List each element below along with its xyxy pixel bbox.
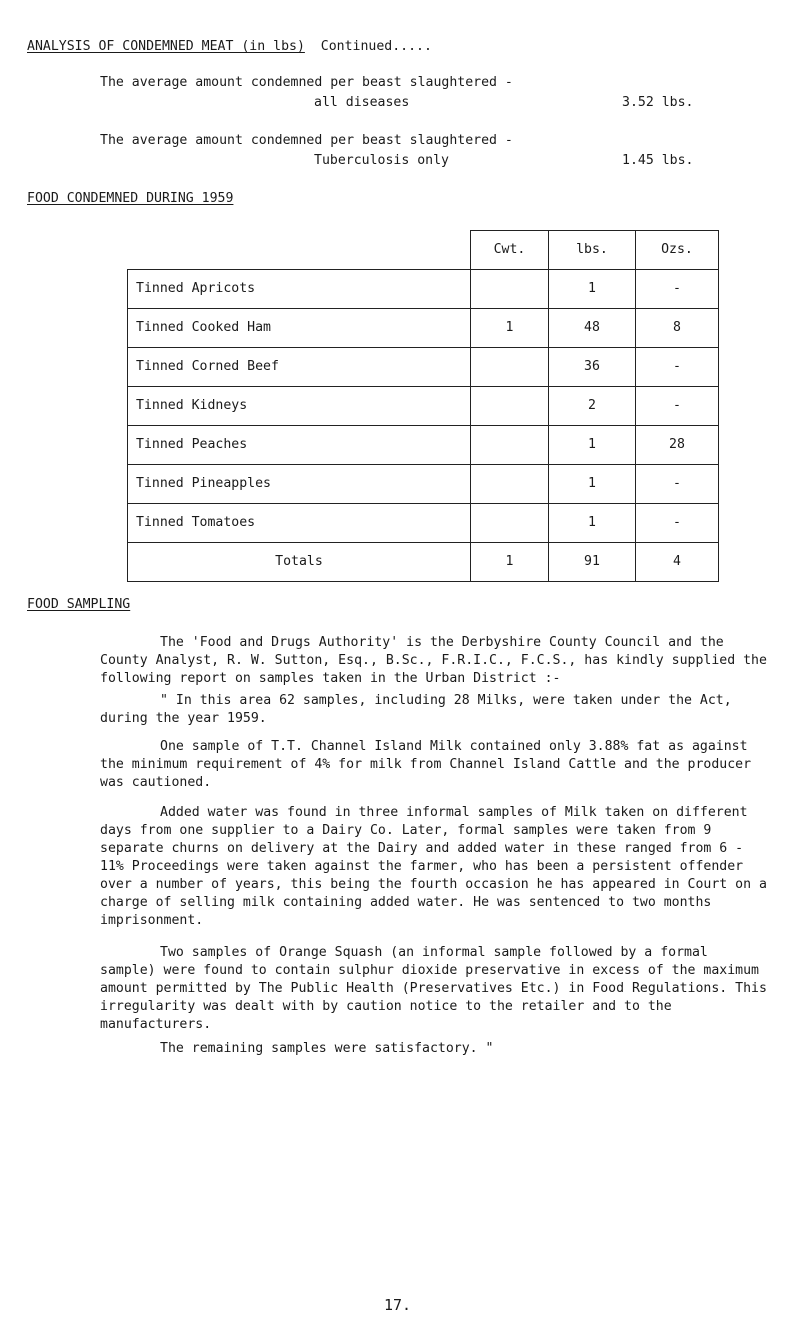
col-header-lbs: lbs. [549,231,636,270]
page-number: 17. [384,1296,412,1314]
totals-cwt: 1 [471,543,549,582]
row-item: Tinned Pineapples [128,465,471,504]
col-header-cwt: Cwt. [471,231,549,270]
sampling-paragraph-remaining: The remaining samples were satisfactory. " [160,1041,494,1056]
food-condemned-heading: FOOD CONDEMNED DURING 1959 [27,191,234,206]
row-cwt [471,270,549,309]
food-condemned-table [127,230,719,582]
row-cwt [471,465,549,504]
row-item: Tinned Corned Beef [128,348,471,387]
row-ozs: 28 [636,426,719,465]
table-header-blank [128,231,471,270]
totals-lbs: 91 [549,543,636,582]
row-lbs: 1 [549,426,636,465]
row-cwt: 1 [471,309,549,348]
page-heading [27,38,432,56]
table-row [128,387,719,426]
col-header-ozs: Ozs. [636,231,719,270]
sampling-paragraph-channel-island: One sample of T.T. Channel Island Milk contained only 3.88% fat as against the minimum requirement of 4% for milk from Channel Island Cattle and the producer was cautioned. [100,739,752,790]
table-row [128,309,719,348]
row-ozs: - [636,387,719,426]
row-item: Tinned Kidneys [128,387,471,426]
heading-continued: Continued..... [320,39,432,54]
row-item: Tinned Tomatoes [128,504,471,543]
average-tuberculosis-line1: The average amount condemned per beast slaughtered - [100,133,513,148]
totals-label: Totals [128,543,471,582]
row-cwt [471,504,549,543]
row-ozs: - [636,504,719,543]
row-item: Tinned Cooked Ham [128,309,471,348]
row-ozs: - [636,348,719,387]
table-header-row [128,231,719,270]
row-cwt [471,348,549,387]
heading-title: ANALYSIS OF CONDEMNED MEAT (in lbs) [27,39,305,54]
sampling-paragraph-added-water: Added water was found in three informal samples of Milk taken on different days from one supplier to a Dairy Co. Later, formal samples were taken from 9 separate churns on delivery at the Dairy and added water in these ranged from 6 - 11% Proceedings were taken against the farmer, who has been a persistent offender over a number of years, this being the fourth occasion he has appeared in Court on a charge of selling milk containing added water. He was sentenced to two months imprisonment. [100,805,767,928]
row-item: Tinned Apricots [128,270,471,309]
row-cwt [471,387,549,426]
sampling-paragraph-summary: " In this area 62 samples, including 28 Milks, were taken under the Act, during the year 1959. [100,693,732,726]
row-lbs: 1 [549,270,636,309]
row-cwt [471,426,549,465]
sampling-paragraph-authority: The 'Food and Drugs Authority' is the Derbyshire County Council and the County Analyst, R. W. Sutton, Esq., B.Sc., F.R.I.C., F.C.S., has kindly supplied the following report on samples taken in the Urban District :- [100,635,767,686]
average-all-diseases-line2: all diseases [314,95,410,110]
table-row [128,270,719,309]
average-tuberculosis-line2: Tuberculosis only [314,153,449,168]
totals-ozs: 4 [636,543,719,582]
table-row [128,504,719,543]
sampling-paragraph-orange-squash: Two samples of Orange Squash (an informal sample followed by a formal sample) were found to contain sulphur dioxide preservative in excess of the maximum amount permitted by The Public Health (Preservatives Etc.) in Food Regulations. This irregularity was dealt with by caution notice to the retailer and to the manufacturers. [100,945,767,1032]
row-ozs: 8 [636,309,719,348]
row-ozs: - [636,465,719,504]
row-lbs: 2 [549,387,636,426]
table-row [128,348,719,387]
row-ozs: - [636,270,719,309]
average-all-diseases-line1: The average amount condemned per beast slaughtered - [100,75,513,90]
row-item: Tinned Peaches [128,426,471,465]
row-lbs: 36 [549,348,636,387]
food-sampling-heading: FOOD SAMPLING [27,597,131,612]
row-lbs: 1 [549,504,636,543]
table-row [128,426,719,465]
table-totals-row [128,543,719,582]
row-lbs: 1 [549,465,636,504]
row-lbs: 48 [549,309,636,348]
average-all-diseases-value: 3.52 lbs. [622,95,694,110]
average-tuberculosis-value: 1.45 lbs. [622,153,694,168]
table-row [128,465,719,504]
